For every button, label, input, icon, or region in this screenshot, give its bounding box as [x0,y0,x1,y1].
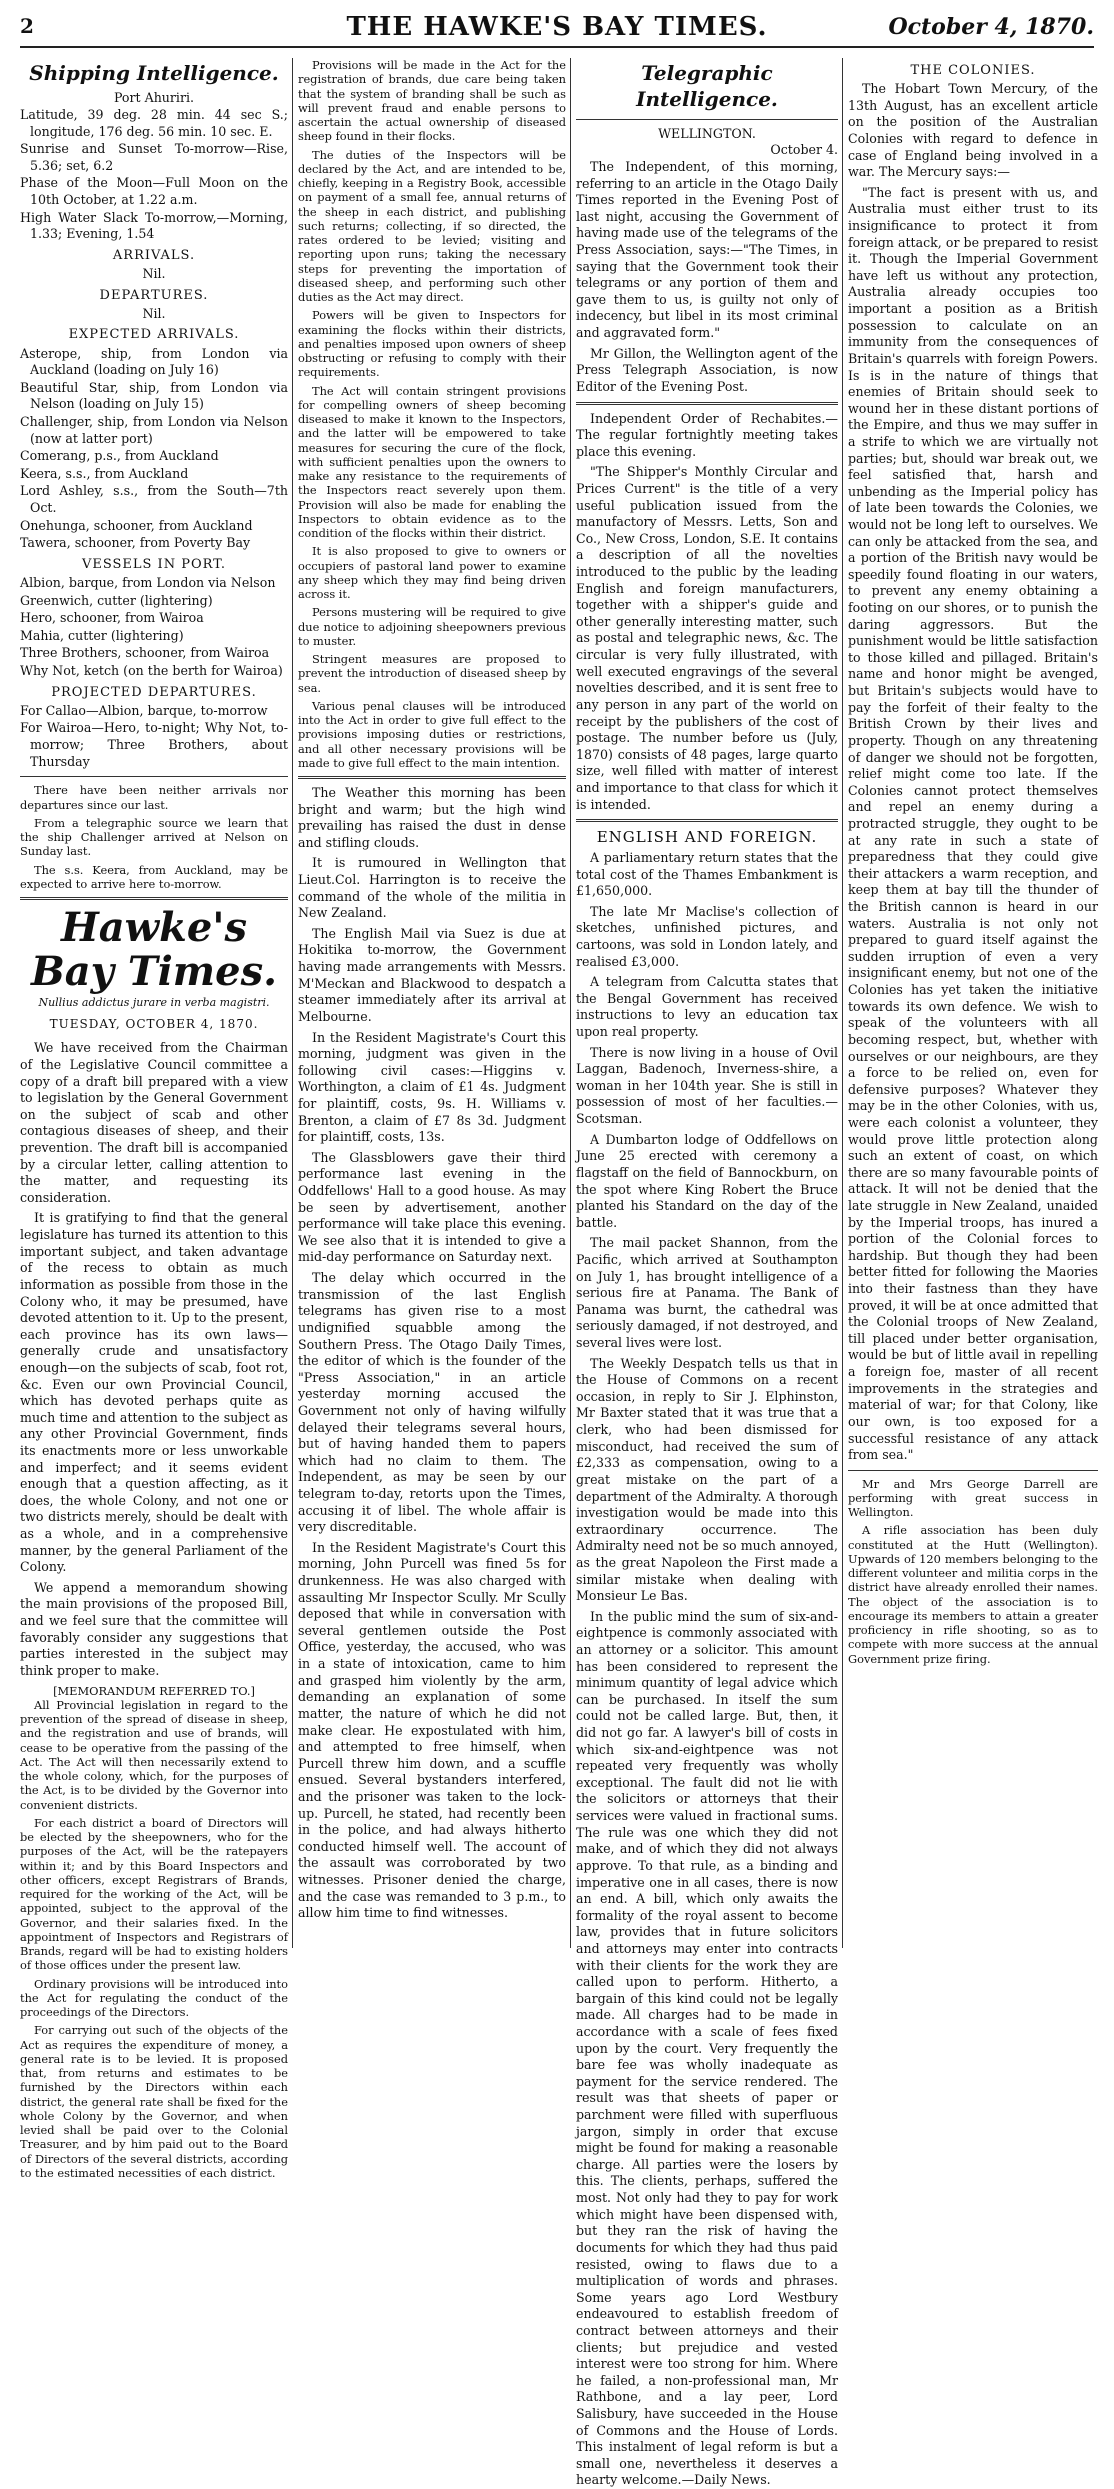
departures-label: DEPARTURES. [99,287,209,303]
list-item: Greenwich, cutter (lightering) [20,592,213,608]
moon-phase: Phase of the Moon—Full Moon on the 10th October, at 1.22 a.m. [20,175,288,208]
in-port-label: VESSELS IN PORT. [81,556,227,572]
list-item: Three Brothers, schooner, from Wairoa [20,645,270,661]
shipping-heading: Shipping Intelligence. [29,61,279,85]
list-item: Onehunga, schooner, from Auckland [20,517,253,533]
local-paragraph: The delay which occurred in the transmission of the last English telegrams has given rise to a most undignified squabble among the Southern Press. The Otago Daily Times, the editor of which is the founder of the "Press Association," in an article yesterday morning accused the Government not only of having wilfully delayed their telegrams several hours, but of having handed them to papers which had no claim to them. The Independent, as may be seen by our telegram to-day, retorts upon the Times, accusing it of libel. The whole affair is very discreditable. [298,1270,566,1535]
page-number: 2 [20,14,34,38]
projected-label: PROJECTED DEPARTURES. [51,684,257,700]
list-item: Asterope, ship, from London via Auckland (loading on July 16) [20,345,288,378]
local-paragraph: It is rumoured in Wellington that Lieut.Col. Harrington is to receive the command of the whole of the militia in New Zealand. [298,855,566,921]
list-item: Keera, s.s., from Auckland [20,465,189,481]
news-paragraph: The mail packet Shannon, from the Pacific, which arrived at Southampton on July 1, has brought intelligence of a serious fire at Panama. The Bank of Panama was burnt, the cathedral was seriously damaged, if not destroyed, and several lives were lost. [576,1235,838,1351]
memo-paragraph: Various penal clauses will be introduced into the Act in order to give full effect to the provisions imposing duties or restrictions, and all other necessary provisions will be made to give full effect to the main intention. [298,698,566,770]
sun-times: Sunrise and Sunset To-morrow—Rise, 5.36; set, 6.2 [20,141,288,173]
arrivals-label: ARRIVALS. [112,247,196,263]
issue-date: October 4, 1870. [888,14,1094,40]
list-item: Tawera, schooner, from Poverty Bay [20,535,251,551]
local-paragraph: The Glassblowers gave their third performance last evening in the Oddfellows' Hall to a good house. As may be seen by advertisement, another performance will take place this evening. We see also that it is intended to give a mid-day performance on Saturday next. [298,1149,566,1265]
memo-paragraph: Ordinary provisions will be introduced into the Act for regulating the conduct of the proceedings of the Directors. [20,1976,288,2020]
list-item: Challenger, ship, from London via Nelson (now at latter port) [20,414,288,446]
column-3 [576,58,838,2488]
memo-paragraph: Provisions will be made in the Act for the registration of brands, due care being taken that the system of branding shall be such as will prevent fraud and enable persons to ascertain the actual ownership of diseased sheep found in their flocks. [298,58,566,144]
list-item: Why Not, ketch (on the berth for Wairoa) [20,663,283,679]
shipping-note: The s.s. Keera, from Auckland, may be expected to arrive here to-morrow. [20,862,288,891]
paper-motto: Nullius addictus jurare in verba magistri. [38,996,270,1010]
expected-label: EXPECTED ARRIVALS. [68,327,240,343]
departures-value: Nil. [142,305,166,321]
arrivals-value: Nil. [142,266,166,282]
telegraph-paragraph: Mr Gillon, the Wellington agent of the Press Telegraph Association, is now Editor of the Evening Post. [576,345,838,394]
news-paragraph: A telegram from Calcutta states that the Bengal Government has received instructions to levy an education tax upon real property. [576,974,838,1040]
telegraph-place: WELLINGTON. [658,125,756,141]
shipping-note: From a telegraphic source we learn that the ship Challenger arrived at Nelson on Sunday last. [20,815,288,859]
memo-paragraph: It is also proposed to give to owners or occupiers of pastoral land power to examine any sheep which they may find being driven across it. [298,544,566,601]
telegraphic-heading: Telegraphic Intelligence. [636,61,778,112]
latitude: Latitude, 39 deg. 28 min. 44 sec S.; longitude, 176 deg. 56 min. 10 sec. E. [20,107,288,139]
paper-name: THE HAWKE'S BAY TIMES. [346,12,768,42]
masthead [20,12,1094,48]
english-foreign-heading: ENGLISH AND FOREIGN. [596,828,818,847]
colonies-note: A rifle association has been duly constituted at the Hutt (Wellington). Upwards of 120 members belonging to the different volunteer and militia corps in the district have already enrolled their names. The object of the association is to encourage its members to attain a greater proficiency in rifle shooting, so as to compete with more success at the annual Government prize firing. [848,1523,1098,1666]
colonies-note: Mr and Mrs George Darrell are performing with great success in Wellington. [848,1476,1098,1520]
memo-paragraph: The duties of the Inspectors will be declared by the Act, and are intended to be, chiefly, keeping in a Registry Book, accessible on payment of a small fee, annual returns of the sheep in each district, and publishing such returns; collecting, if so directed, the rates ordered to be levied; visiting and reporting upon runs; taking the necessary steps for preventing the importation of diseased sheep, and performing such other duties as the Act may direct. [298,147,566,304]
tide-times: High Water Slack To-morrow,—Morning, 1.33; Evening, 1.54 [20,209,288,242]
news-paragraph: A Dumbarton lodge of Oddfellows on June 25 erected with ceremony a flagstaff on the field of Bannockburn, on the spot where King Robert the Bruce planted his Standard on the day of the battle. [576,1131,838,1230]
local-paragraph: In the Resident Magistrate's Court this morning, John Purcell was fined 5s for drunkenness. He was also charged with assaulting Mr Inspector Scully. Mr Scully deposed that while in conversation with several gentlemen outside the Post Office, yesterday, the accused, who was in a state of intoxication, came to him and grasped him violently by the arm, demanding an explanation of some matter, the nature of which he did not make clear. He expostulated with him, and attempted to free himself, when Purcell threw him down, and a scuffle ensued. Several bystanders interfered, and the prisoner was taken to the lock-up. Purcell, he stated, had recently been in the police, and had always hitherto conducted himself well. The account of the assault was corroborated by two witnesses. Prisoner denied the charge, and the case was remanded to 3 p.m., to allow him time to find witnesses. [298,1539,566,1921]
column-rule [570,58,571,1948]
editorial-paragraph: We have received from the Chairman of the Legislative Council committee a copy of a draft bill prepared with a view to legislation by the General Government on the subject of scab and other contagious diseases of sheep, and their prevention. The draft bill is accompanied by a circular letter, calling attention to the matter, and requesting its consideration. [20,1040,288,1205]
news-paragraph: "The Shipper's Monthly Circular and Prices Current" is the title of a very useful publication issued from the manufactory of Messrs. Letts, Son and Co., New Cross, London, S.E. It contains a description of all the novelties introduced to the public by the leading English and foreign manufacturers, together with a shipper's guide and other generally interesting matter, such as postal and telegraphic news, &c. The circular is very fully illustrated, with well executed engravings of the several novelties described, and it is sent free to any person in any part of the world on receipt by the publishers of the cost of postage. The number before us (July, 1870) consists of 48 pages, large quarto size, well filled with matter of interest and importance to that class for which it is intended. [576,464,838,812]
news-paragraph: The Weekly Despatch tells us that in the House of Commons on a recent occasion, in reply to Sir J. Elphinston, Mr Baxter stated that it was true that a clerk, who had been dismissed for misconduct, had received the sum of £2,333 as compensation, owing to a great mistake on the part of a department of the Admiralty. A thorough investigation would be made into this extraordinary occurrence. The Admiralty need not be so much annoyed, as the great Napoleon the First made a similar mistake when dealing with Monsieur Le Bas. [576,1355,838,1604]
list-item: For Callao—Albion, barque, to-morrow [20,702,268,718]
local-paragraph: The English Mail via Suez is due at Hokitika to-morrow, the Government having made arrangements with Messrs. M'Meckan and Blackwood to despatch a steamer immediately after its arrival at Melbourne. [298,925,566,1024]
column-1 [20,58,288,2180]
colonies-heading: THE COLONIES. [910,63,1036,78]
list-item: Mahia, cutter (lightering) [20,627,184,643]
news-paragraph: There is now living in a house of Ovil Laggan, Badenoch, Inverness-shire, a woman in her 104th year. She is still in possession of most of her faculties.—Scotsman. [576,1044,838,1127]
column-rule [292,58,293,1948]
column-rule [842,58,843,1948]
news-paragraph: In the public mind the sum of six-and-eightpence is commonly associated with an attorney or a solicitor. This amount has been considered to represent the minimum quantity of legal advice which can be purchased. In itself the sum could not be called large. But, then, it did not go far. A lawyer's bill of costs in which six-and-eightpence was not repeated very frequently was wholly exceptional. The fault did not lie with the solicitors or attorneys that their services were valued in fractional sums. The rule was one which they did not make, and of which they did not always approve. To that rule, as a binding and imperative one in all cases, there is now an end. A bill, which only awaits the formality of the royal assent to become law, provides that in future solicitors and attorneys may enter into contracts with their clients for the work they are called upon to perform. Hitherto, a bargain of this kind could not be legally made. All charges had to be made in accordance with a scale of fees fixed upon by the court. Very frequently the bare fee was wholly inadequate as payment for the service rendered. The result was that sheets of paper or parchment were filled with superfluous jargon, simply in order that excuse might be found for making a reasonable charge. All parties were the losers by this. The clients, perhaps, suffered the most. Not only had they to pay for work which might have been dispensed with, but they ran the risk of having the documents for which they had thus paid resisted, owing to flaws due to a multiplication of words and phrases. Some years ago Lord Westbury endeavoured to establish freedom of contract between attorneys and their clients; but prejudice and vested interest were too strong for him. Where he failed, a non-professional man, Mr Rathbone, and a lay peer, Lord Salisbury, have succeeded in the House of Commons and the House of Lords. This instalment of legal reform is but a small one, nevertheless it deserves a hearty welcome.—Daily News. [576,1608,838,2488]
memo-paragraph: Stringent measures are proposed to prevent the introduction of diseased sheep by sea. [298,652,566,695]
local-paragraph: The Weather this morning has been bright and warm; but the high wind prevailing has raised the dust in dense and stifling clouds. [298,785,566,850]
list-item: Albion, barque, from London via Nelson [20,575,276,591]
memo-paragraph: For carrying out such of the objects of the Act as requires the expenditure of money, a general rate is to be levied. It is proposed that, from returns and estimates to be furnished by the Directors within each district, the general rate shall be fixed for the whole Colony by the Governor, and when levied shall be paid over to the Colonial Treasurer, and by him paid out to the Board of Directors of the several districts, according to the estimated necessities of each district. [20,2023,288,2180]
colonies-paragraph: The Hobart Town Mercury, of the 13th August, has an excellent article on the position of the Australian Colonies with regard to defence in case of England being involved in a war. The Mercury says:— [848,81,1098,180]
shipping-note: There have been neither arrivals nor departures since our last. [20,783,288,812]
memo-label: [MEMORANDUM REFERRED TO.] [53,1683,255,1698]
paper-title: Hawke's Bay Times. [30,904,278,996]
port-name: Port Ahuriri. [113,90,195,106]
memo-paragraph: The Act will contain stringent provisions for compelling owners of sheep becoming diseased to make it known to the Inspectors, and the latter will be empowered to take measures for securing the cure of the flock, with sufficient penalties upon the owners to make any resistance to the requirements of the Inspectors react severely upon them. Provision will also be made for enabling the Inspectors to obtain evidence as to the condition of the flocks within their district. [298,383,566,540]
editorial-paragraph: It is gratifying to find that the general legislature has turned its attention to this important subject, and taken advantage of the recess to obtain as much information as possible from those in the Colony who, it may be presumed, have devoted attention to it. Up to the present, each province has its own laws—generally crude and unsatisfactory enough—on the subjects of scab, foot rot, &c. Even our own Provincial Council, which has devoted perhaps quite as much time and attention to the subject as any other Provincial Government, finds its enactments more or less unworkable and imperfect; and it seems evident enough that a question affecting, as it does, the whole Colony, and not one or two districts merely, should be dealt with as a whole, and in a comprehensive manner, by the general Parliament of the Colony. [20,1210,288,1575]
column-4 [848,58,1098,1948]
editorial-dateline: TUESDAY, OCTOBER 4, 1870. [49,1016,259,1031]
news-paragraph: A parliamentary return states that the total cost of the Thames Embankment is £1,650,000. [576,849,838,899]
memo-paragraph: All Provincial legislation in regard to the prevention of the spread of disease in sheep, and the registration and use of brands, will cease to be operative from the passing of the Act. The Act will then necessarily extend to the whole colony, which, for the purposes of the Act, is to be divided by the Governor into convenient districts. [20,1697,288,1812]
list-item: For Wairoa—Hero, to-night; Why Not, to-morrow; Three Brothers, about Thursday [20,720,288,769]
list-item: Lord Ashley, s.s., from the South—7th Oct. [20,483,288,516]
news-paragraph: Independent Order of Rechabites.—The regular fortnightly meeting takes place this evening. [576,410,838,459]
telegraph-paragraph: The Independent, of this morning, referring to an article in the Otago Daily Times reported in the Evening Post of last night, accusing the Government of having made use of the telegrams of the Press Association, says:—"The Times, in saying that the Government took their telegrams or any portion of them and gave them to us, is guilty not only of indecency, but libel in its most criminal and aggravated form." [576,159,838,341]
memo-paragraph: Persons mustering will be required to give due notice to adjoining sheepowners previous to muster. [298,605,566,648]
list-item: Comerang, p.s., from Auckland [20,448,219,464]
list-item: Hero, schooner, from Wairoa [20,610,204,626]
column-2 [298,58,566,1948]
editorial-paragraph: We append a memorandum showing the main provisions of the proposed Bill, and we feel sure that the committee will favorably consider any suggestions that parties interested in the subject may think proper to make. [20,1579,288,1678]
local-paragraph: In the Resident Magistrate's Court this morning, judgment was given in the following civil cases:—Higgins v. Worthington, a claim of £1 4s. Judgment for plaintiff, costs, 9s. H. Williams v. Brenton, a claim of £7 8s 3d. Judgment for plaintiff, costs, 13s. [298,1029,566,1145]
news-paragraph: The late Mr Maclise's collection of sketches, unfinished pictures, and cartoons, was sold in London lately, and realised £3,000. [576,903,838,969]
colonies-paragraph: "The fact is present with us, and Australia must either trust to its insignificance to protect it from foreign attack, or be prepared to resist it. Though the Imperial Government have left us without any protection, Australia already occupies too important a position as a British possession to calculate on an immunity from the consequences of Britain's quarrels with foreign Powers. Is is in the nature of things that enemies of Britain should seek to wound her in these distant portions of the Empire, and thus we may suffer in a strife to which we are virtually not parties; but, should war break out, we feel satisfied that, harsh and unbending as the Imperial policy has of late been towards the Colonies, we would not be long left to ourselves. We can only be attacked from the sea, and a portion of the British navy would be speedily found floating in our waters, to prevent any enemy obtaining a footing on our shores, or to punish the daring aggressors. But the punishment would be little satisfaction to those killed and pillaged. Britain's name and honor might be avenged, but Britain's subjects would have to pay the forfeit of their fealty to the British Crown by their lives and property. Though on any threatening of danger we should not be forgotten, relief might come too late. If the Colonies cannot protect themselves and repel an enemy during a protracted struggle, they ought to be at any rate in such a state of preparedness that they could give their attackers a warm reception, and keep them at bay till the thunder of the British cannon is heard in our waters. Australia is not only not prepared to guard itself against the sudden irruption of even a very insignificant enemy, but not one of the Colonies has yet taken the initiative towards its own defence. We wish to speak of the volunteers with all becoming respect, but, whether with ourselves or our neighbours, are they a force to be relied on, even for defensive purposes? Whatever they may be in the other Colonies, with us, were each colonist a volunteer, they would prove little protection along such an extent of coast, on which there are so many favourable points of attack. It will not be denied that the late struggle in New Zealand, unaided by the Imperial troops, has inured a portion of the Colonial forces to hardship. But though they had been better fitted for following the Maories into their fastness than they have proved, it will be at once admitted that the Colonial troops of New Zealand, till placed under better organisation, would be but of little avail in repelling a foreign foe, master of all recent improvements in the strategies and material of war; for that Colony, like our own, is too exposed for a successful resistance of any attack from sea." [848,184,1098,1463]
list-item: Beautiful Star, ship, from London via Nelson (loading on July 15) [20,379,288,412]
memo-paragraph: For each district a board of Directors will be elected by the sheepowners, who for the purposes of the Act, will be the ratepayers within it; and by this Board Inspectors and other officers, except Registrars of Brands, required for the working of the Act, will be appointed, subject to the approval of the Governor, and their salaries fixed. In the appointment of Inspectors and Registrars of Brands, regard will be had to existing holders of those offices under the present law. [20,1815,288,1973]
memo-paragraph: Powers will be given to Inspectors for examining the flocks within their districts, and penalties imposed upon owners of sheep obstructing or refusing to comply with their requirements. [298,308,566,380]
telegraph-date: October 4. [770,142,838,158]
